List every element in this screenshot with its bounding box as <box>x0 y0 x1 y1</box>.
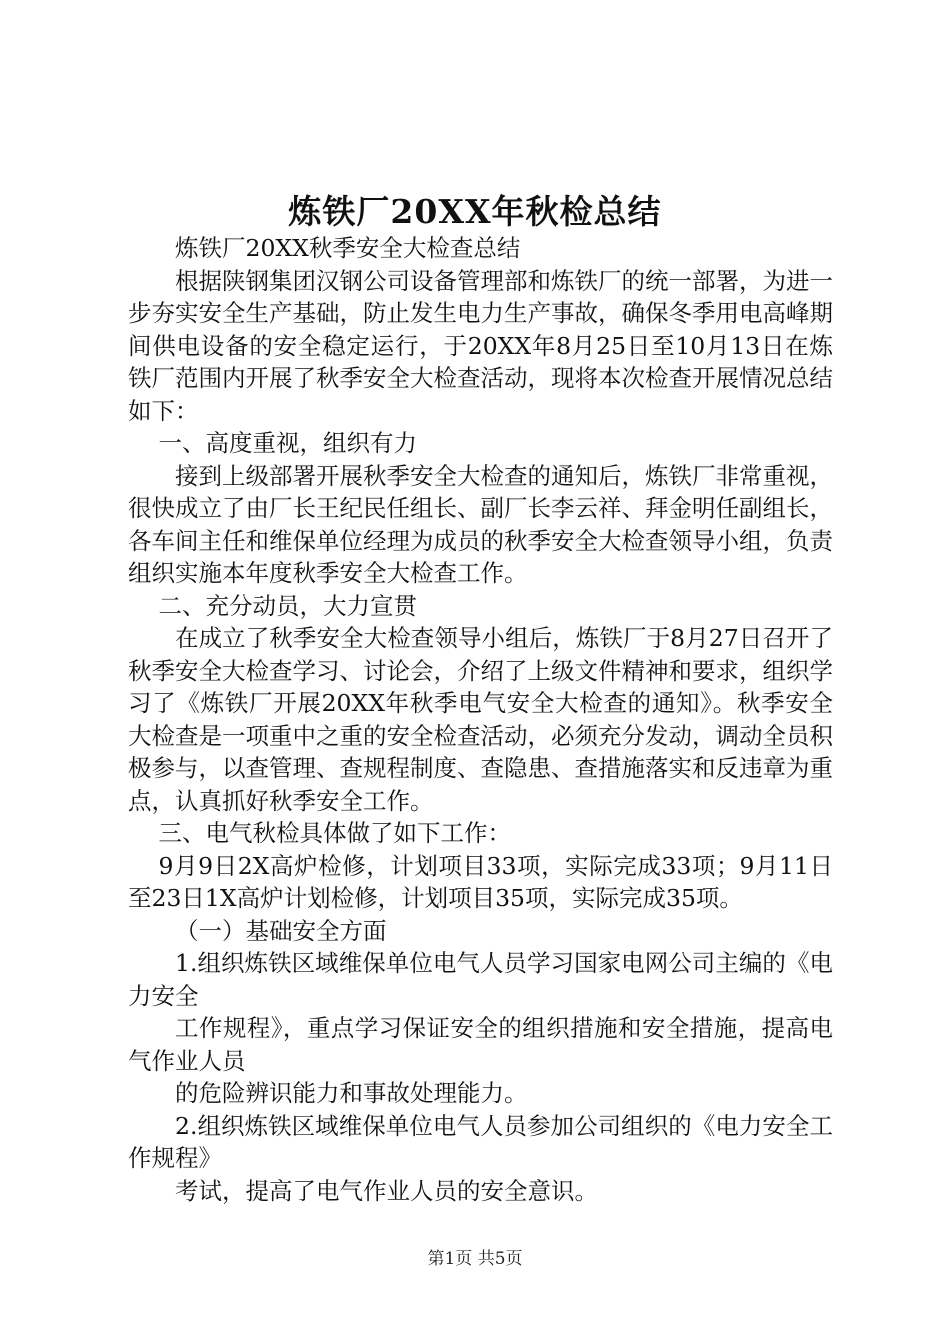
document-title: 炼铁厂20XX年秋检总结 <box>288 192 662 231</box>
subsection-heading-1: （一）基础安全方面 <box>175 916 387 945</box>
intro-paragraph: 根据陕钢集团汉钢公司设备管理部和炼铁厂的统一部署，为进一步夯实安全生产基础，防止发生电力生产事故，确保冬季用电高峰期间供电设备的安全稳定运行，于20XX年8月25日至10月13日在炼铁厂范围内开展了秋季安全大检查活动，现将本次检查开展情况总结如下： <box>128 266 833 425</box>
item-2-continuation: 考试，提高了电气作业人员的安全意识。 <box>175 1176 598 1205</box>
section-heading-2: 二、充分动员，大力宣贯 <box>158 591 418 620</box>
section-1-paragraph: 接到上级部署开展秋季安全大检查的通知后，炼铁厂非常重视，很快成立了由厂长王纪民任组长、副厂长李云祥、拜金明任副组长，各车间主任和维保单位经理为成员的秋季安全大检查领导小组，负责组织实施本年度秋季安全大检查工作。 <box>128 461 833 587</box>
document-body <box>128 232 833 1207</box>
item-1-continuation-2: 的危险辨识能力和事故处理能力。 <box>175 1079 528 1107</box>
section-heading-3: 三、电气秋检具体做了如下工作： <box>158 819 512 847</box>
section-heading-1: 一、高度重视，组织有力 <box>158 429 418 457</box>
item-2-paragraph: 2.组织炼铁区域维保单位电气人员参加公司组织的《电力安全工作规程》 <box>128 1111 833 1172</box>
section-2-paragraph: 在成立了秋季安全大检查领导小组后，炼铁厂于8月27日召开了秋季安全大检查学习、讨论会，介绍了上级文件精神和要求，组织学习了《炼铁厂开展20XX年秋季电气安全大检查的通知》。秋季安全大检查是一项重中之重的安全检查活动，必须充分发动，调动全员积极参与，以查管理、查规程制度、查隐患、查措施落实和反违章为重点，认真抓好秋季安全工作。 <box>128 624 833 815</box>
section-3-paragraph: 9月9日2X高炉检修，计划项目33项，实际完成33项；9月11日至23日1X高炉计划检修，计划项目35项，实际完成35项。 <box>128 851 833 912</box>
subtitle-paragraph: 炼铁厂20XX秋季安全大检查总结 <box>175 234 521 262</box>
item-1-paragraph: 1.组织炼铁区域维保单位电气人员学习国家电网公司主编的《电力安全 <box>128 949 833 1010</box>
item-1-continuation: 工作规程》，重点学习保证安全的组织措施和安全措施，提高电气作业人员 <box>128 1014 833 1075</box>
page-number-footer: 第1页 共5页 <box>427 1249 523 1269</box>
